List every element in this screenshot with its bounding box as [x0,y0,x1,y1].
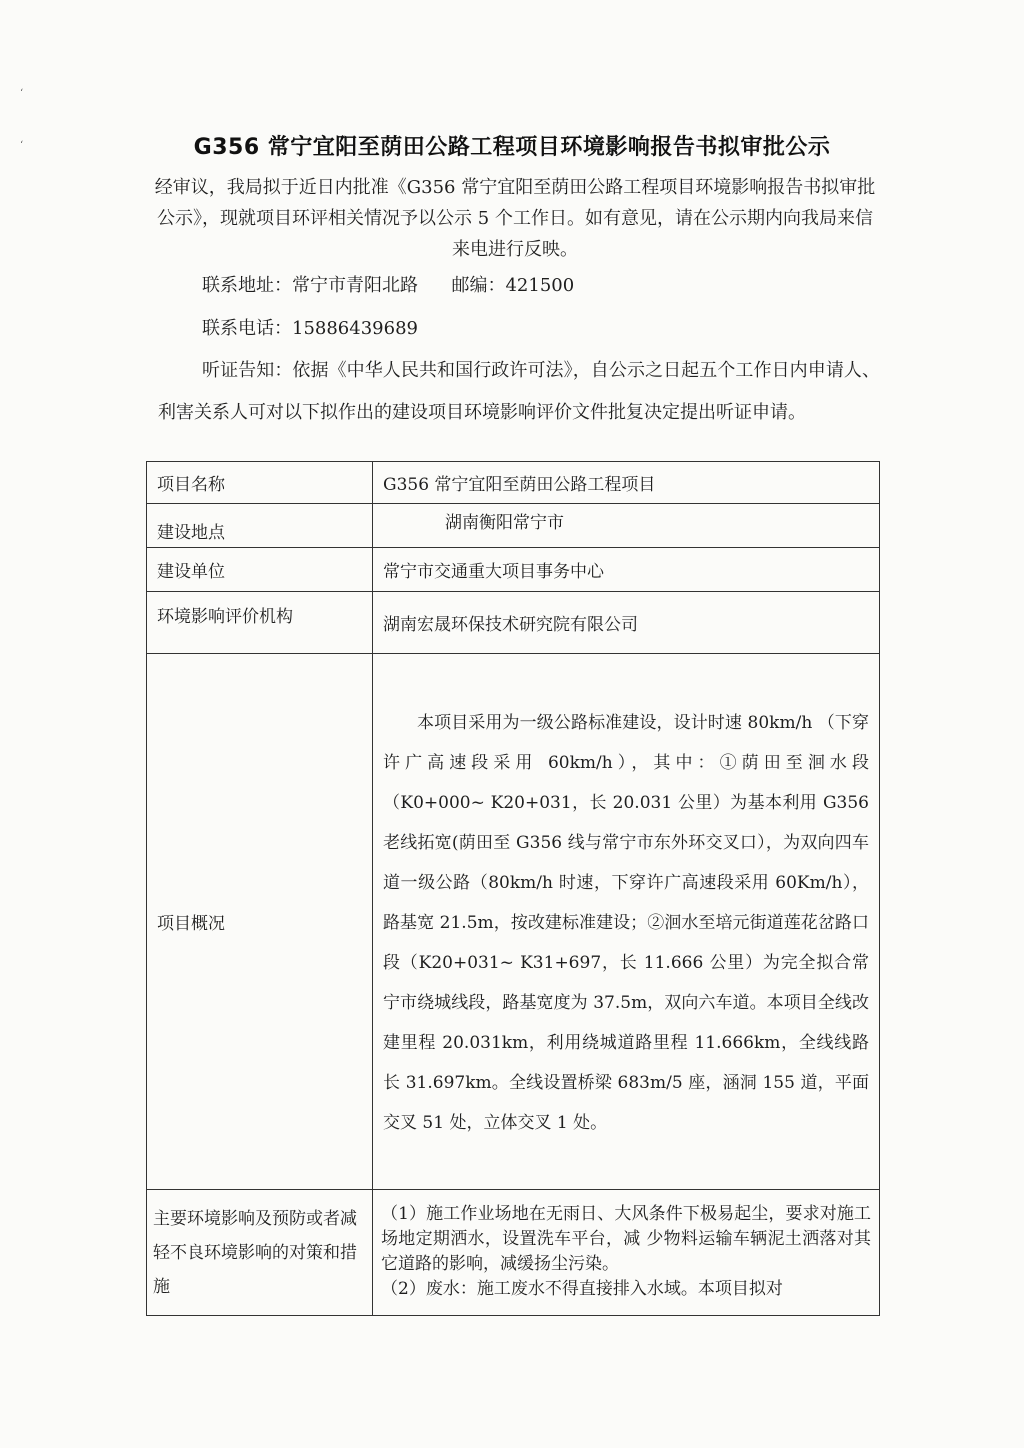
location-label: 建设地点 [147,504,373,548]
intro-paragraph: 经审议，我局拟于近日内批准《G356 常宁宜阳至荫田公路工程项目环境影响报告书拟审批公示》，现就项目环评相关情况予以公示 5 个工作日。如有意见，请在公示期内向我局来信来电进行反映。 [154,177,876,260]
project-info-table [146,461,880,1316]
project-name-label: 项目名称 [147,462,373,504]
measure-item: （2）废水：施工废水不得直接排入水域。本项目拟对 [381,1278,783,1299]
page-title: G356 常宁宜阳至荫田公路工程项目环境影响报告书拟审批公示 [193,135,831,160]
table-row [147,504,880,548]
measures-label: 主要环境影响及预防或者减轻不良环境影响的对策和措施 [147,1190,373,1316]
location-value: 湖南衡阳常宁市 [373,504,880,548]
eia-agency-value: 湖南宏晟环保技术研究院有限公司 [373,592,880,654]
project-name-value: G356 常宁宜阳至荫田公路工程项目 [373,462,880,504]
address-value: 常宁市青阳北路 [292,275,418,296]
table-row [147,654,880,1190]
table-row [147,592,880,654]
address-label: 联系地址： [202,275,292,296]
table-row [147,1190,880,1316]
overview-text: 本项目采用为一级公路标准建设，设计时速 80km/h （下穿许广高速段采用 60km/h），其中：①荫田至洄水段（K0+000~ K20+031，长 20.031 公里）为基本利用 G356 老线拓宽(荫田至 G356 线与常宁市东外环交叉口），为双向四车道一级公路（80km/h 时速，下穿许广高速段采用 60Km/h），路基宽 21.5m，按改建标准建设；②洄水至培元街道莲花岔路口段（K20+031~ K31+697，长 11.666 公里）为完全拟合常宁市绕城线段，路基宽度为 37.5m，双向六车道。本项目全线改建里程 20.031km，利用绕城道路里程 11.666km，全线线路长 31.697km。全线设置桥梁 683m/5 座，涵洞 155 道，平面交叉 51 处，立体交叉 1 处。 [373,654,880,1190]
builder-label: 建设单位 [147,548,373,592]
contact-address-line [202,271,574,297]
table-row [147,548,880,592]
postcode-value: 421500 [505,275,575,296]
scan-mark: ʻ [20,140,24,151]
table-row [147,462,880,504]
eia-agency-label: 环境影响评价机构 [147,592,373,654]
overview-label: 项目概况 [147,654,373,1190]
phone-value: 15886439689 [292,318,418,339]
builder-value: 常宁市交通重大项目事务中心 [373,548,880,592]
hearing-notice: 听证告知：依据《中华人民共和国行政许可法》，自公示之日起五个工作日内申请人、利害关系人可对以下拟作出的建设项目环境影响评价文件批复决定提出听证申请。 [158,360,880,423]
phone-label: 联系电话： [202,318,292,339]
scan-mark: ʻ [20,88,24,99]
measure-item: （1）施工作业场地在无雨日、大风条件下极易起尘，要求对施工场地定期洒水，设置洗车平台，减 少物料运输车辆泥土洒落对其它道路的影响，减缓扬尘污染。 [381,1203,871,1274]
contact-phone-line [202,314,418,340]
postcode-label: 邮编： [451,275,506,296]
measures-cell [373,1190,880,1316]
